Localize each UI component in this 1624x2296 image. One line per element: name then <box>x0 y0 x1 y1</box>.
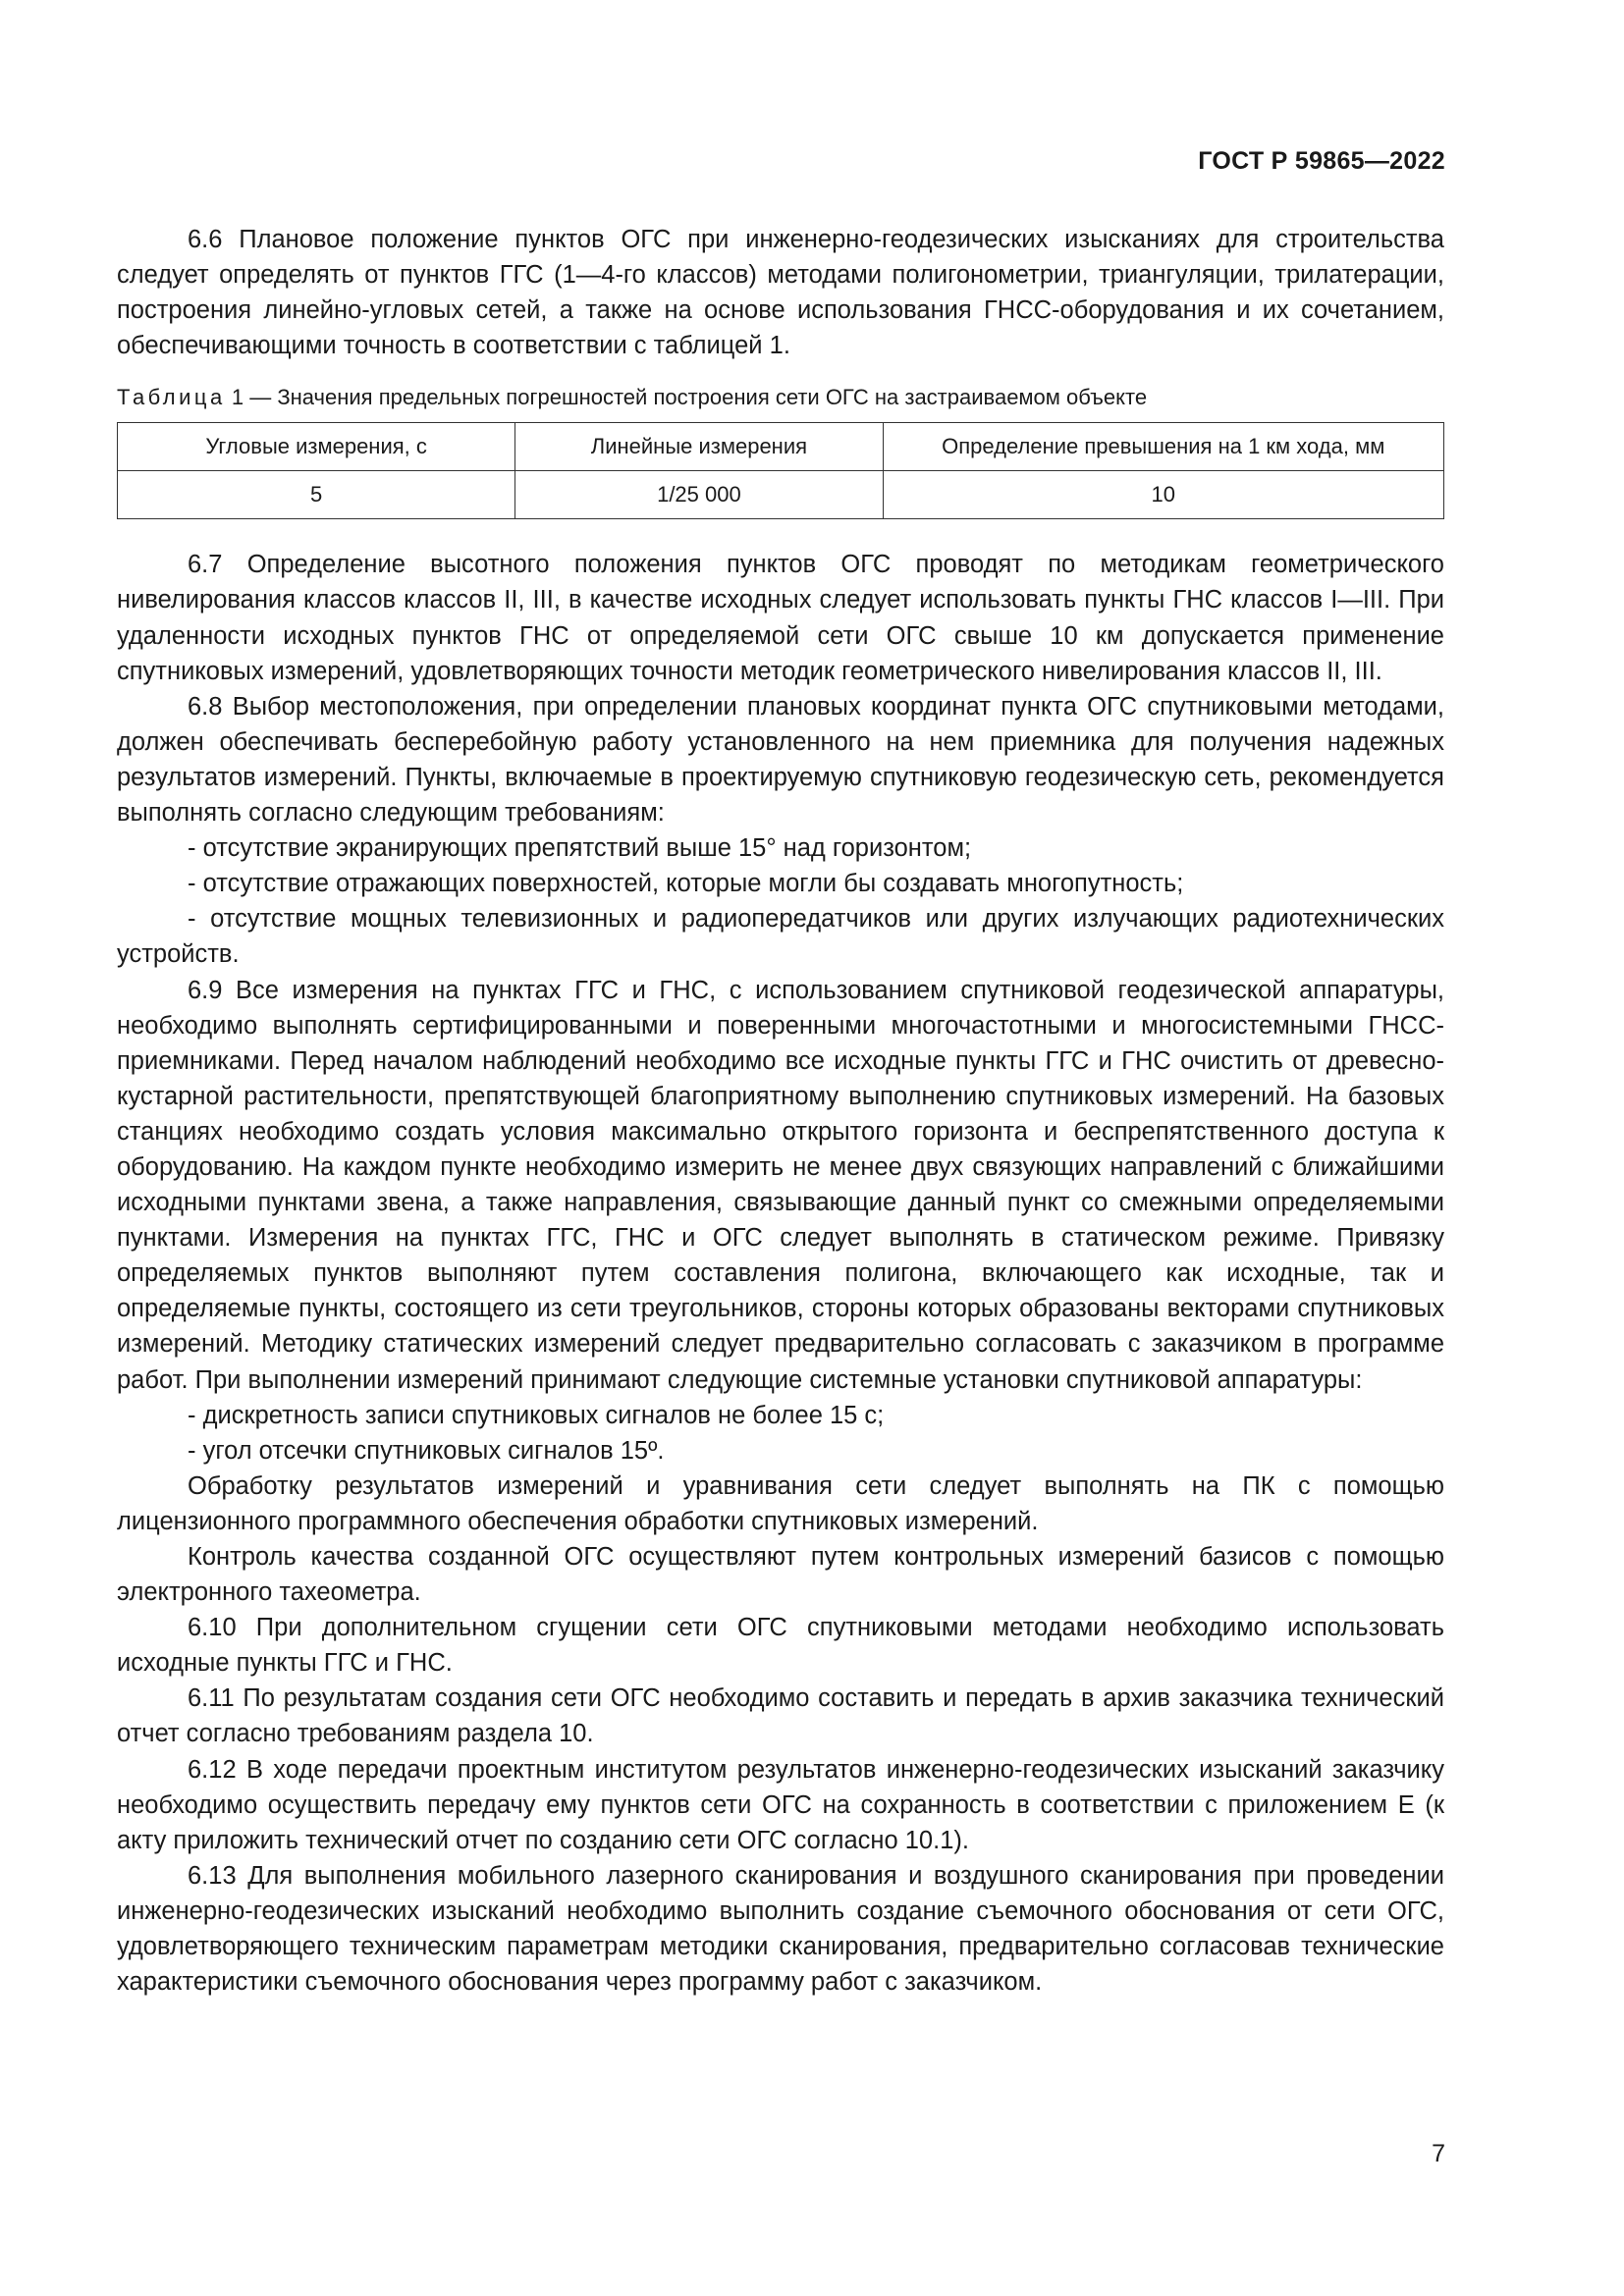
paragraph-processing: Обработку результатов измерений и уравнивания сети следует выполнять на ПК с помощью лицензионного программного обеспечения обработки спутниковых измерений. <box>117 1471 1444 1535</box>
paragraph-6-9: 6.9 Все измерения на пунктах ГГС и ГНС, с использованием спутниковой геодезической аппаратуры, необходимо выполнять сертифицированными и поверенными многочастотными и многосистемными ГНСС-приемниками. Перед началом наблюдений необходимо все исходные пункты ГГС и ГНС очистить от древесно-кустарной растительности, препятствующей благоприятному выполнению спутниковых измерений. На базовых станциях необходимо создать условия максимально открытого горизонта и беспрепятственного доступа к оборудованию. На каждом пункте необходимо измерить не менее двух связующих направлений с ближайшими исходными пунктами звена, а также направления, связывающие данный пункт со смежными определяемыми пунктами. Измерения на пунктах ГГС, ГНС и ОГС следует выполнять в статическом режиме. Привязку определяемых пунктов выполняют путем составления полигона, включающего как исходные, так и определяемые пункты, состоящего из сети треугольников, стороны которых образованы векторами спутниковых измерений. Методику статических измерений следует предварительно согласовать с заказчиком в программе работ. При выполнении измерений принимают следующие системные установки спутниковой аппаратуры: <box>117 976 1444 1394</box>
list-item: - отсутствие мощных телевизионных и радиопередатчиков или других излучающих радиотехнических устройств. <box>117 905 1444 969</box>
table-caption-word: Таблица <box>117 385 226 410</box>
table-header-row <box>118 423 1444 471</box>
paragraph-6-8: 6.8 Выбор местоположения, при определении плановых координат пункта ОГС спутниковыми методами, должен обеспечивать бесперебойную работу установленного на нем приемника для получения надежных результатов измерений. Пункты, включаемые в проектируемую спутниковую геодезическую сеть, рекомендуется выполнять согласно следующим требованиям: <box>117 692 1444 828</box>
paragraph-6-13: 6.13 Для выполнения мобильного лазерного сканирования и воздушного сканирования при проведении инженерно-геодезических изысканий необходимо выполнить создание съемочного обоснования от сети ОГС, удовлетворяющего техническим параметрам методики сканирования, предварительно согласовав технические характеристики съемочного обоснования через программу работ с заказчиком. <box>117 1861 1444 1997</box>
table-row <box>118 471 1444 519</box>
paragraph-6-7: 6.7 Определение высотного положения пунктов ОГС проводят по методикам геометрического нивелирования классов классов II, III, в качестве исходных следует использовать пункты ГНС классов I—III. При удаленности исходных пунктов ГНС от определяемой сети ОГС свыше 10 км допускается применение спутниковых измерений, удовлетворяющих точности методик геометрического нивелирования классов II, III. <box>117 551 1444 685</box>
table-caption-text: 1 — Значения предельных погрешностей построения сети ОГС на застраиваемом объекте <box>225 385 1148 410</box>
table-header-cell: Линейные измерения <box>515 423 883 471</box>
table-cell: 1/25 000 <box>515 471 883 519</box>
list-item: - отсутствие отражающих поверхностей, которые могли бы создавать многопутность; <box>188 870 1184 898</box>
list-item: - дискретность записи спутниковых сигналов не более 15 с; <box>188 1401 885 1429</box>
table-header-cell: Определение превышения на 1 км хода, мм <box>883 423 1443 471</box>
list-item: - отсутствие экранирующих препятствий выше 15° над горизонтом; <box>188 834 972 863</box>
document-body <box>117 222 1444 2000</box>
paragraph-6-12: 6.12 В ходе передачи проектным институтом результатов инженерно-геодезических изысканий заказчику необходимо осуществить передачу ему пунктов сети ОГС на сохранность в соответствии с приложением Е (к акту приложить технический отчет по созданию сети ОГС согласно 10.1). <box>117 1755 1444 1854</box>
table-cell: 10 <box>883 471 1443 519</box>
paragraph-6-11: 6.11 По результатам создания сети ОГС необходимо составить и передать в архив заказчика технический отчет согласно требованиям раздела 10. <box>117 1684 1444 1748</box>
list-item: - угол отсечки спутниковых сигналов 15º. <box>188 1436 665 1465</box>
paragraph-6-10: 6.10 При дополнительном сгущении сети ОГС спутниковыми методами необходимо использовать исходные пункты ГГС и ГНС. <box>117 1614 1444 1678</box>
table-1 <box>117 422 1444 519</box>
table-cell: 5 <box>118 471 515 519</box>
paragraph-6-6: 6.6 Плановое положение пунктов ОГС при инженерно-геодезических изысканиях для строительства следует определять от пунктов ГГС (1—4-го классов) методами полигонометрии, триангуляции, трилатерации, построения линейно-угловых сетей, а также на основе использования ГНСС-оборудования и их сочетанием, обеспечивающими точность в соответствии с таблицей 1. <box>117 226 1444 360</box>
page-number: 7 <box>1432 2140 1445 2167</box>
document-header: ГОСТ Р 59865—2022 <box>1198 147 1445 175</box>
table-caption <box>117 383 1444 412</box>
table-header-cell: Угловые измерения, с <box>118 423 515 471</box>
paragraph-quality-control: Контроль качества созданной ОГС осуществляют путем контрольных измерений базисов с помощью электронного тахеометра. <box>117 1543 1444 1607</box>
